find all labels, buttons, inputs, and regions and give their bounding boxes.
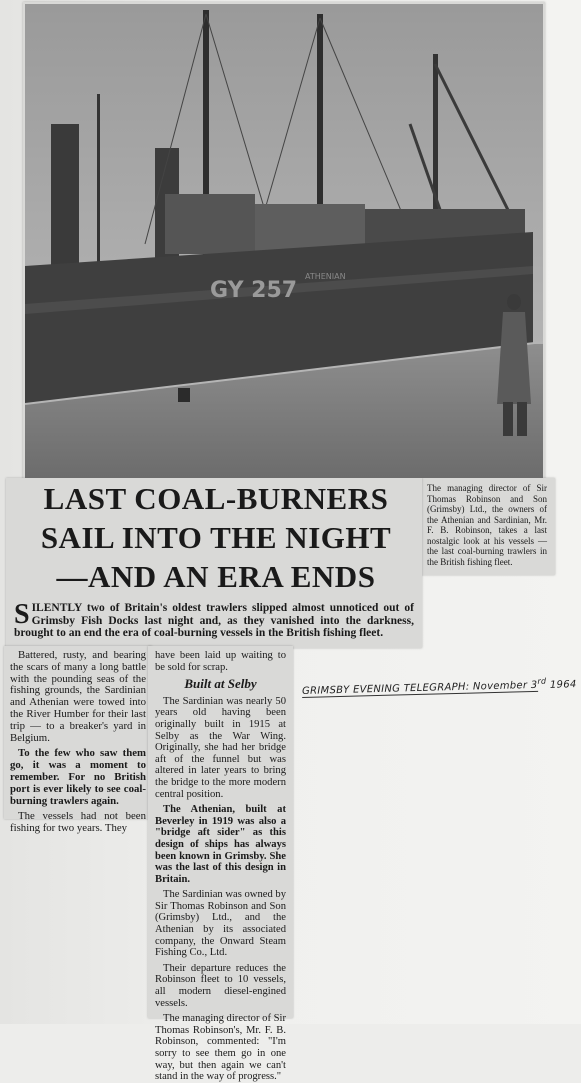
photo-caption: The managing director of Sir Thomas Robinson and Son (Grimsby) Ltd., the owners of the Athenian and Sardinian, Mr. F. B. Robinson, takes a last nostalgic look at his vessels — the last coal-burning trawlers in the British fishing fleet.	[427, 483, 547, 567]
hull-number: GY 257	[210, 278, 298, 303]
paragraph: The Athenian, built at Beverley in 1919 was also a "bridge aft sider" as this design of ships has always been known in Grimsby. She was the last of this design in Britain.	[155, 804, 286, 885]
funnel-left	[51, 124, 79, 274]
paragraph: Battered, rusty, and bearing the scars of many a long battle with the pounding seas of the fishing grounds, the Sardinian and Athenian were towed into the River Humber for their last trip — to a breaker's yard in Belgium.	[10, 649, 146, 744]
paragraph: The Sardinian was owned by Sir Thomas Robinson and Son (Grimsby) Ltd., and the Athenian by its associated company, the Onward Steam Fishing Co., Ltd.	[155, 889, 286, 959]
paragraph: The vessels had not been fishing for two years. They	[10, 810, 146, 835]
bow-name: ATHENIAN	[305, 272, 346, 281]
source-year: 1964	[546, 679, 577, 691]
headline-line-3: —AND AN ERA ENDS	[56, 559, 376, 594]
source-name: GRIMSBY EVENING TELEGRAPH	[301, 682, 466, 698]
trawler-photo-icon	[25, 4, 543, 478]
headline-line-2: SAIL INTO THE NIGHT	[40, 520, 392, 555]
paragraph: The managing director of Sir Thomas Robinson's, Mr. F. B. Robinson, commented: "I'm sorry to see them go in one way, but then again we can't stand in the way of progress."	[155, 1013, 286, 1083]
lead-text: ILENTLY two of Britain's oldest trawlers slipped almost unnoticed out of Grimsby Fish Docks last night and, as they vanished into the darkness, brought to an end the era of coal-burning vessels in the British fishing fleet.	[14, 602, 414, 639]
headline-line-1: LAST COAL-BURNERS	[43, 481, 389, 516]
source-date: : November 3	[465, 680, 538, 694]
paragraph: The Sardinian was nearly 50 years old having been originally built in 1915 at Selby as the War Wing. Originally, she had her bridge aft of the funnel but was altered in later years to bring the bridge to the more modern central position.	[155, 695, 286, 800]
date-suffix: rd	[537, 676, 547, 686]
paragraph: have been laid up waiting to be sold for scrap.	[155, 650, 286, 673]
article-column-2	[149, 648, 292, 1083]
article-column-1	[5, 648, 151, 835]
paragraph: Their departure reduces the Robinson fleet to 10 vessels, all modern diesel-engined vessels.	[155, 962, 286, 1009]
drop-cap: S	[14, 599, 30, 630]
headline	[10, 478, 422, 602]
trawler-photograph	[25, 4, 543, 478]
lead-paragraph	[8, 600, 420, 648]
paragraph: To the few who saw them go, it was a moment to remember. For no British port is ever likely to see coal-burning trawlers again.	[10, 747, 146, 807]
subheading: Built at Selby	[184, 676, 257, 692]
